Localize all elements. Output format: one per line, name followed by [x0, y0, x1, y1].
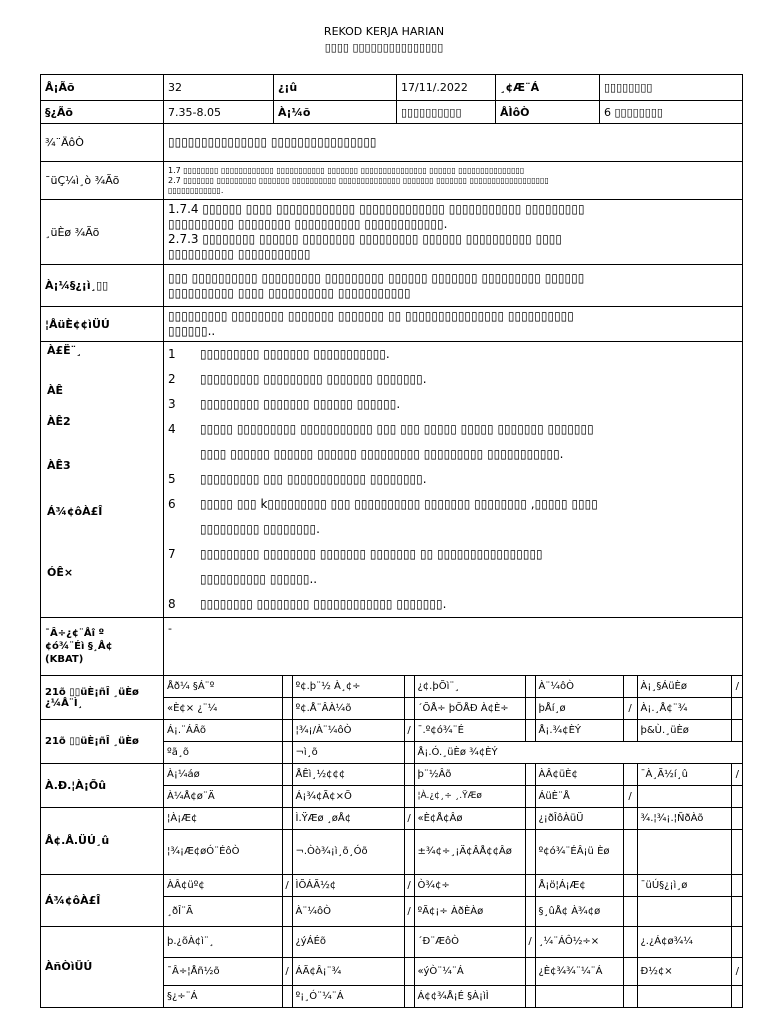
grid-row: þ.¿õÀ¢ì¨¸ ¿ýÁÉõ ´Ð¨ÆôÒ / ¸¼¨ÁÔ½÷× ¿.¿Á¢ø¾¼: [164, 927, 743, 957]
check-mark: [623, 896, 637, 926]
check-mark: [525, 764, 535, 786]
check-mark: [282, 808, 292, 830]
check-mark: [404, 786, 414, 808]
list-item: ▯▯▯▯▯▯▯▯▯▯ ▯▯▯▯▯▯..: [200, 572, 318, 586]
grid-cell: [164, 720, 743, 764]
grid-row: À¼Å¢ø¨Ä Á¡¾¢Ã¢×Õ ¦À.¿¢¸÷ ¸.ŸÆø ÁüÈ¨Å /: [164, 786, 743, 808]
check-mark: [282, 927, 292, 957]
document-subtitle: ▯▯▯▯ ▯▯▯▯▯▯▯▯▯▯▯▯▯▯▯: [324, 41, 444, 54]
check-mark: [525, 830, 535, 874]
check-mark: [623, 808, 637, 830]
check-mark: [525, 786, 535, 808]
daily-record-table: [40, 74, 743, 1008]
aktiviti-label: ÀÊ3: [47, 459, 71, 472]
check-mark: [282, 698, 292, 720]
check-mark: [404, 698, 414, 720]
standard-kandungan-row: [41, 162, 743, 200]
check-mark: [731, 927, 743, 957]
grid-row: ºã¸õ ¬ì¸õ Å¡.Ó.¸üÈø ¾¢ÈÝ: [164, 742, 743, 764]
row-label: ¾¨ÄôÒ: [41, 124, 164, 162]
check-mark: [623, 830, 637, 874]
check-mark: [525, 985, 535, 1007]
check-mark: [282, 830, 292, 874]
grid-row: «È¢× ¿¨¼ º¢.Å¨ÂÀ¼õ ´ÕÅ÷ þÕÅÐ À¢È÷ þÅí¸ø / À¡.¸Å¢¨¾: [164, 698, 743, 720]
check-mark: /: [623, 786, 637, 808]
check-mark: [731, 830, 743, 874]
check-mark: [404, 676, 414, 698]
list-item: 5 ▯▯▯▯▯▯▯▯▯ ▯▯▯ ▯▯▯▯▯▯▯▯▯▯▯▯ ▯▯▯▯▯▯▯▯.: [168, 472, 427, 486]
document-title: REKOD KERJA HARIAN: [323, 25, 445, 38]
check-mark: [404, 927, 414, 957]
check-mark: /: [404, 720, 414, 742]
check-mark: /: [731, 764, 743, 786]
info-value: 32: [164, 75, 274, 101]
check-mark: [525, 957, 535, 985]
check-mark: [404, 764, 414, 786]
checkbox-grid: [164, 676, 743, 719]
list-item: 8 ▯▯▯▯▯▯▯▯ ▯▯▯▯▯▯▯▯ ▯▯▯▯▯▯▯▯▯▯▯▯ ▯▯▯▯▯▯▯.: [168, 597, 447, 611]
info-value: 17/11/.2022: [397, 75, 496, 101]
info-value: 7.35-8.05: [164, 101, 274, 124]
check-mark: [525, 875, 535, 897]
info-label: ¿¡û: [274, 75, 397, 101]
check-mark: /: [404, 875, 414, 897]
grid-row: Åð¼ §Á¨º º¢.þ¨½ À¸¢÷ ¿¢.þÕì¨¸ À¨¼ôÒ À¡¸§ÁüÈø /: [164, 676, 743, 698]
info-row: [41, 101, 743, 124]
standard-pembelajaran-text: 1.7.4 ▯▯▯▯▯▯ ▯▯▯▯ ▯▯▯▯▯▯▯▯▯▯▯▯ ▯▯▯▯▯▯▯▯▯▯▯▯▯ ▯▯▯▯▯▯▯▯▯▯▯ ▯▯▯▯▯▯▯▯▯ ▯▯▯▯▯▯▯▯▯▯ ▯▯▯▯▯▯▯▯ ▯▯▯▯▯▯▯▯▯▯ ▯▯▯▯▯▯▯▯▯▯▯▯. 2.7.3 ▯▯▯▯▯▯▯▯ ▯▯▯▯▯▯ ▯▯▯▯▯▯▯▯ ▯▯▯▯▯▯▯▯▯ ▯▯▯▯▯▯ ▯▯▯▯▯▯▯▯▯▯ ▯▯▯▯ ▯▯▯▯▯▯▯▯▯▯ ▯▯▯▯▯▯▯▯▯▯▯: [164, 200, 743, 265]
grid-label: ÀñÒìÜÚ: [41, 927, 164, 1008]
list-item: 1 ▯▯▯▯▯▯▯▯▯ ▯▯▯▯▯▯▯ ▯▯▯▯▯▯▯▯▯▯▯.: [168, 347, 390, 361]
aktiviti-label: ÓÊ×: [47, 566, 74, 579]
checkbox-grid: [164, 720, 743, 763]
list-item: ▯▯▯▯▯▯▯▯▯ ▯▯▯▯▯▯▯▯.: [200, 522, 320, 536]
check-mark: /: [404, 808, 414, 830]
grid-row: ¸ðÎ¨Ã À¨¼ôÒ / ºÃ¢¡÷ ÀðÈÀø §¸ûÅ¢ À¾¢ø: [164, 896, 743, 926]
aktiviti-list: [164, 342, 743, 618]
grid-group: [41, 927, 743, 1008]
check-mark: [282, 985, 292, 1007]
aktiviti-row: [41, 342, 743, 618]
grid-cell: [164, 874, 743, 927]
row-label: À¡¼§¿¡ì¸▯▯: [41, 265, 164, 307]
check-mark: [525, 808, 535, 830]
kbat-label: ¯Â÷¿¢¨Åî º ¢ó¾¨Éì §¸Å¢ (KBAT): [41, 618, 164, 676]
list-item: 3 ▯▯▯▯▯▯▯▯▯ ▯▯▯▯▯▯▯ ▯▯▯▯▯▯ ▯▯▯▯▯▯.: [168, 397, 401, 411]
check-mark: [525, 720, 535, 742]
grid-label: Á¾¢ôÀ£Î: [41, 874, 164, 927]
grid-cell: [164, 764, 743, 808]
row-label: ¯üÇ¼ì¸ò ¾Ãõ: [41, 162, 164, 200]
aktiviti-label: Á¾¢ôÀ£Î: [47, 505, 103, 518]
grid-cell: [164, 808, 743, 875]
list-item: ▯▯▯▯ ▯▯▯▯▯▯ ▯▯▯▯▯▯ ▯▯▯▯▯▯ ▯▯▯▯▯▯▯▯▯ ▯▯▯▯▯▯▯▯▯ ▯▯▯▯▯▯▯▯▯▯▯.: [200, 447, 564, 461]
check-mark: [731, 698, 743, 720]
grid-cell: [164, 927, 743, 1008]
check-mark: /: [525, 927, 535, 957]
grid-row: ¯Â÷¦Åñ½õ / ÁÃ¢Â¡¨¾ «ýÒ¨¼¨Á ¿È¢¾¾¨¼¨Á Ð½¢× /: [164, 957, 743, 985]
check-mark: /: [404, 896, 414, 926]
tajuk-text: ▯▯▯▯▯▯▯▯▯▯▯▯▯▯▯ ▯▯▯▯▯▯▯▯▯▯▯▯▯▯▯▯: [164, 124, 743, 162]
info-label: À¡¼õ: [274, 101, 397, 124]
list-item: 7 ▯▯▯▯▯▯▯▯▯ ▯▯▯▯▯▯▯▯ ▯▯▯▯▯▯▯ ▯▯▯▯▯▯▯ ▯▯ ▯▯▯▯▯▯▯▯▯▯▯▯▯▯▯▯: [168, 547, 543, 561]
check-mark: [731, 720, 743, 742]
checkbox-grid: [164, 927, 743, 1007]
list-item: 2 ▯▯▯▯▯▯▯▯▯ ▯▯▯▯▯▯▯▯▯ ▯▯▯▯▯▯▯ ▯▯▯▯▯▯▯.: [168, 372, 427, 386]
kbat-value: -: [164, 618, 743, 676]
list-item: 4 ▯▯▯▯▯ ▯▯▯▯▯▯▯▯▯ ▯▯▯▯▯▯▯▯▯▯▯ ▯▯▯ ▯▯▯ ▯▯▯▯▯ ▯▯▯▯▯ ▯▯▯▯▯▯▯ ▯▯▯▯▯▯▯: [168, 422, 594, 436]
objektif-row: [41, 265, 743, 307]
check-mark: /: [731, 957, 743, 985]
check-mark: [282, 764, 292, 786]
grid-row: Á¡.¨ÁÂõ ¦¾¡/À¨¼ôÒ / ¯.º¢ó¾¨É Å¡.¾¢ÈÝ þ&Ù.¸üÈø: [164, 720, 743, 742]
grid-label: Å¢.Å.ÜÚ¸û: [41, 808, 164, 875]
checkbox-grid: [164, 764, 743, 807]
check-mark: /: [731, 676, 743, 698]
grid-row: ¦À¡Æ¢ Ì.ŸÆø ¸øÅ¢ / «È¢Å¢Âø ¿¡ðÎôÀüÜ ¾.¦¾¡.¦ÑðÀõ: [164, 808, 743, 830]
check-mark: /: [282, 875, 292, 897]
check-mark: [282, 742, 292, 764]
kriteria-text: ▯▯▯▯▯▯▯▯▯ ▯▯▯▯▯▯▯▯ ▯▯▯▯▯▯▯ ▯▯▯▯▯▯▯ ▯▯ ▯▯▯▯▯▯▯▯▯▯▯▯▯▯▯ ▯▯▯▯▯▯▯▯▯▯ ▯▯▯▯▯▯..: [164, 307, 743, 342]
check-mark: [404, 985, 414, 1007]
check-mark: [525, 896, 535, 926]
info-row: [41, 75, 743, 101]
check-mark: [731, 896, 743, 926]
check-mark: [525, 698, 535, 720]
info-label: ÅÌôÒ: [496, 101, 600, 124]
check-mark: [282, 896, 292, 926]
checkbox-grid: [164, 875, 743, 927]
check-mark: [623, 927, 637, 957]
check-mark: [404, 742, 414, 764]
check-mark: [404, 830, 414, 874]
check-mark: [404, 957, 414, 985]
check-mark: /: [623, 698, 637, 720]
grid-group: [41, 808, 743, 875]
aktiviti-label: ÀÊ2: [47, 415, 71, 428]
grid-cell: [164, 676, 743, 720]
check-mark: [623, 720, 637, 742]
check-mark: [282, 676, 292, 698]
kriteria-row: [41, 307, 743, 342]
grid-group: [41, 720, 743, 764]
checkbox-grid: [164, 808, 743, 874]
aktiviti-label: ÀÊ: [47, 384, 64, 397]
info-value: ▯▯▯▯▯▯▯▯▯▯: [397, 101, 496, 124]
check-mark: [623, 875, 637, 897]
check-mark: [731, 786, 743, 808]
grid-group: [41, 874, 743, 927]
info-value: 6 ▯▯▯▯▯▯▯▯: [600, 101, 743, 124]
aktiviti-label: À£Ë¨¸: [47, 344, 82, 357]
kbat-row: [41, 618, 743, 676]
info-label: ¸¢Æ¨Á: [496, 75, 600, 101]
row-label: ¸üÈø ¾Ãõ: [41, 200, 164, 265]
info-value: ▯▯▯▯▯▯▯▯: [600, 75, 743, 101]
grid-label: À.Ð.¦À¡Õû: [41, 764, 164, 808]
standard-kandungan-text: 1.7 ▯▯▯▯▯▯▯▯ ▯▯▯▯▯▯▯▯▯▯▯▯ ▯▯▯▯▯▯▯▯▯▯▯ ▯▯▯▯▯▯▯ ▯▯▯▯▯▯▯▯▯▯▯▯▯▯▯ ▯▯▯▯▯▯ ▯▯▯▯▯▯▯▯▯▯▯▯▯▯▯ 2.7 ▯▯▯▯▯▯▯ ▯▯▯▯▯▯▯▯▯ ▯▯▯▯▯▯▯ ▯▯▯▯▯▯▯▯▯▯ ▯▯▯▯▯▯▯▯▯▯▯▯▯▯ ▯▯▯▯▯▯▯ ▯▯▯▯▯▯▯ ▯▯▯▯▯▯▯▯▯▯▯▯▯▯▯▯▯▯ ▯▯▯▯▯▯▯▯▯▯▯▯.: [164, 162, 743, 200]
check-mark: [623, 957, 637, 985]
objektif-text: ▯▯▯ ▯▯▯▯▯▯▯▯▯▯ ▯▯▯▯▯▯▯▯▯ ▯▯▯▯▯▯▯▯▯ ▯▯▯▯▯▯ ▯▯▯▯▯▯▯ ▯▯▯▯▯▯▯▯▯ ▯▯▯▯▯▯ ▯▯▯▯▯▯▯▯▯▯ ▯▯▯▯ ▯▯▯▯▯▯▯▯▯▯ ▯▯▯▯▯▯▯▯▯▯▯: [164, 265, 743, 307]
standard-pembelajaran-row: [41, 200, 743, 265]
grid-row: ¦¾¡Æ¢øÓ¨ÉôÒ ¬.Òò¾¡ì¸õ¸Óõ ±¾¢÷¸¡Ä¢ÂÅ¢¢Âø º¢ó¾¨ÉÂ¡ü Èø: [164, 830, 743, 874]
grid-label: 21õ ▯▯üÈ¡ñÎ ¸üÈø: [41, 720, 164, 764]
check-mark: [525, 676, 535, 698]
check-mark: [731, 875, 743, 897]
check-mark: [623, 676, 637, 698]
check-mark: [282, 720, 292, 742]
check-mark: [731, 808, 743, 830]
grid-label: 21õ ▯▯üÈ¡ñÎ ¸üÈø ¿¼Å¨Ì¸: [41, 676, 164, 720]
check-mark: [623, 764, 637, 786]
grid-row: ÀÂ¢üº¢ / ÌÕÁÃ½¢ / Ò¾¢÷ Å¡ö¦Á¡Æ¢ ¯üÚ§¿¡ì¸ø: [164, 875, 743, 897]
tajuk-row: [41, 124, 743, 162]
check-mark: [282, 786, 292, 808]
grid-group: [41, 764, 743, 808]
check-mark: [731, 985, 743, 1007]
grid-row: §¿÷¨Á º¡¸Ó¨¼¨Á Á¢¢¾Å¡É §À¡ìÌ: [164, 985, 743, 1007]
info-label: Å¡Ãõ: [41, 75, 164, 101]
check-mark: /: [282, 957, 292, 985]
list-item: 6 ▯▯▯▯▯ ▯▯▯ k▯▯▯▯▯▯▯▯▯ ▯▯▯ ▯▯▯▯▯▯▯▯▯▯ ▯▯▯▯▯▯▯ ▯▯▯▯▯▯▯▯ ,▯▯▯▯▯ ▯▯▯▯: [168, 497, 598, 511]
aktiviti-labels: [41, 342, 164, 618]
grid-row: À¡¼áø ÅÊì¸½¢¢¢ þ¨½Âõ ÀÂ¢üÈ¢ ¯À¸Ã½í¸û /: [164, 764, 743, 786]
row-label: ¦ÅüÈ¢¢ìÜÚ: [41, 307, 164, 342]
grid-group: [41, 676, 743, 720]
check-mark: [623, 985, 637, 1007]
info-label: §¿Ãõ: [41, 101, 164, 124]
